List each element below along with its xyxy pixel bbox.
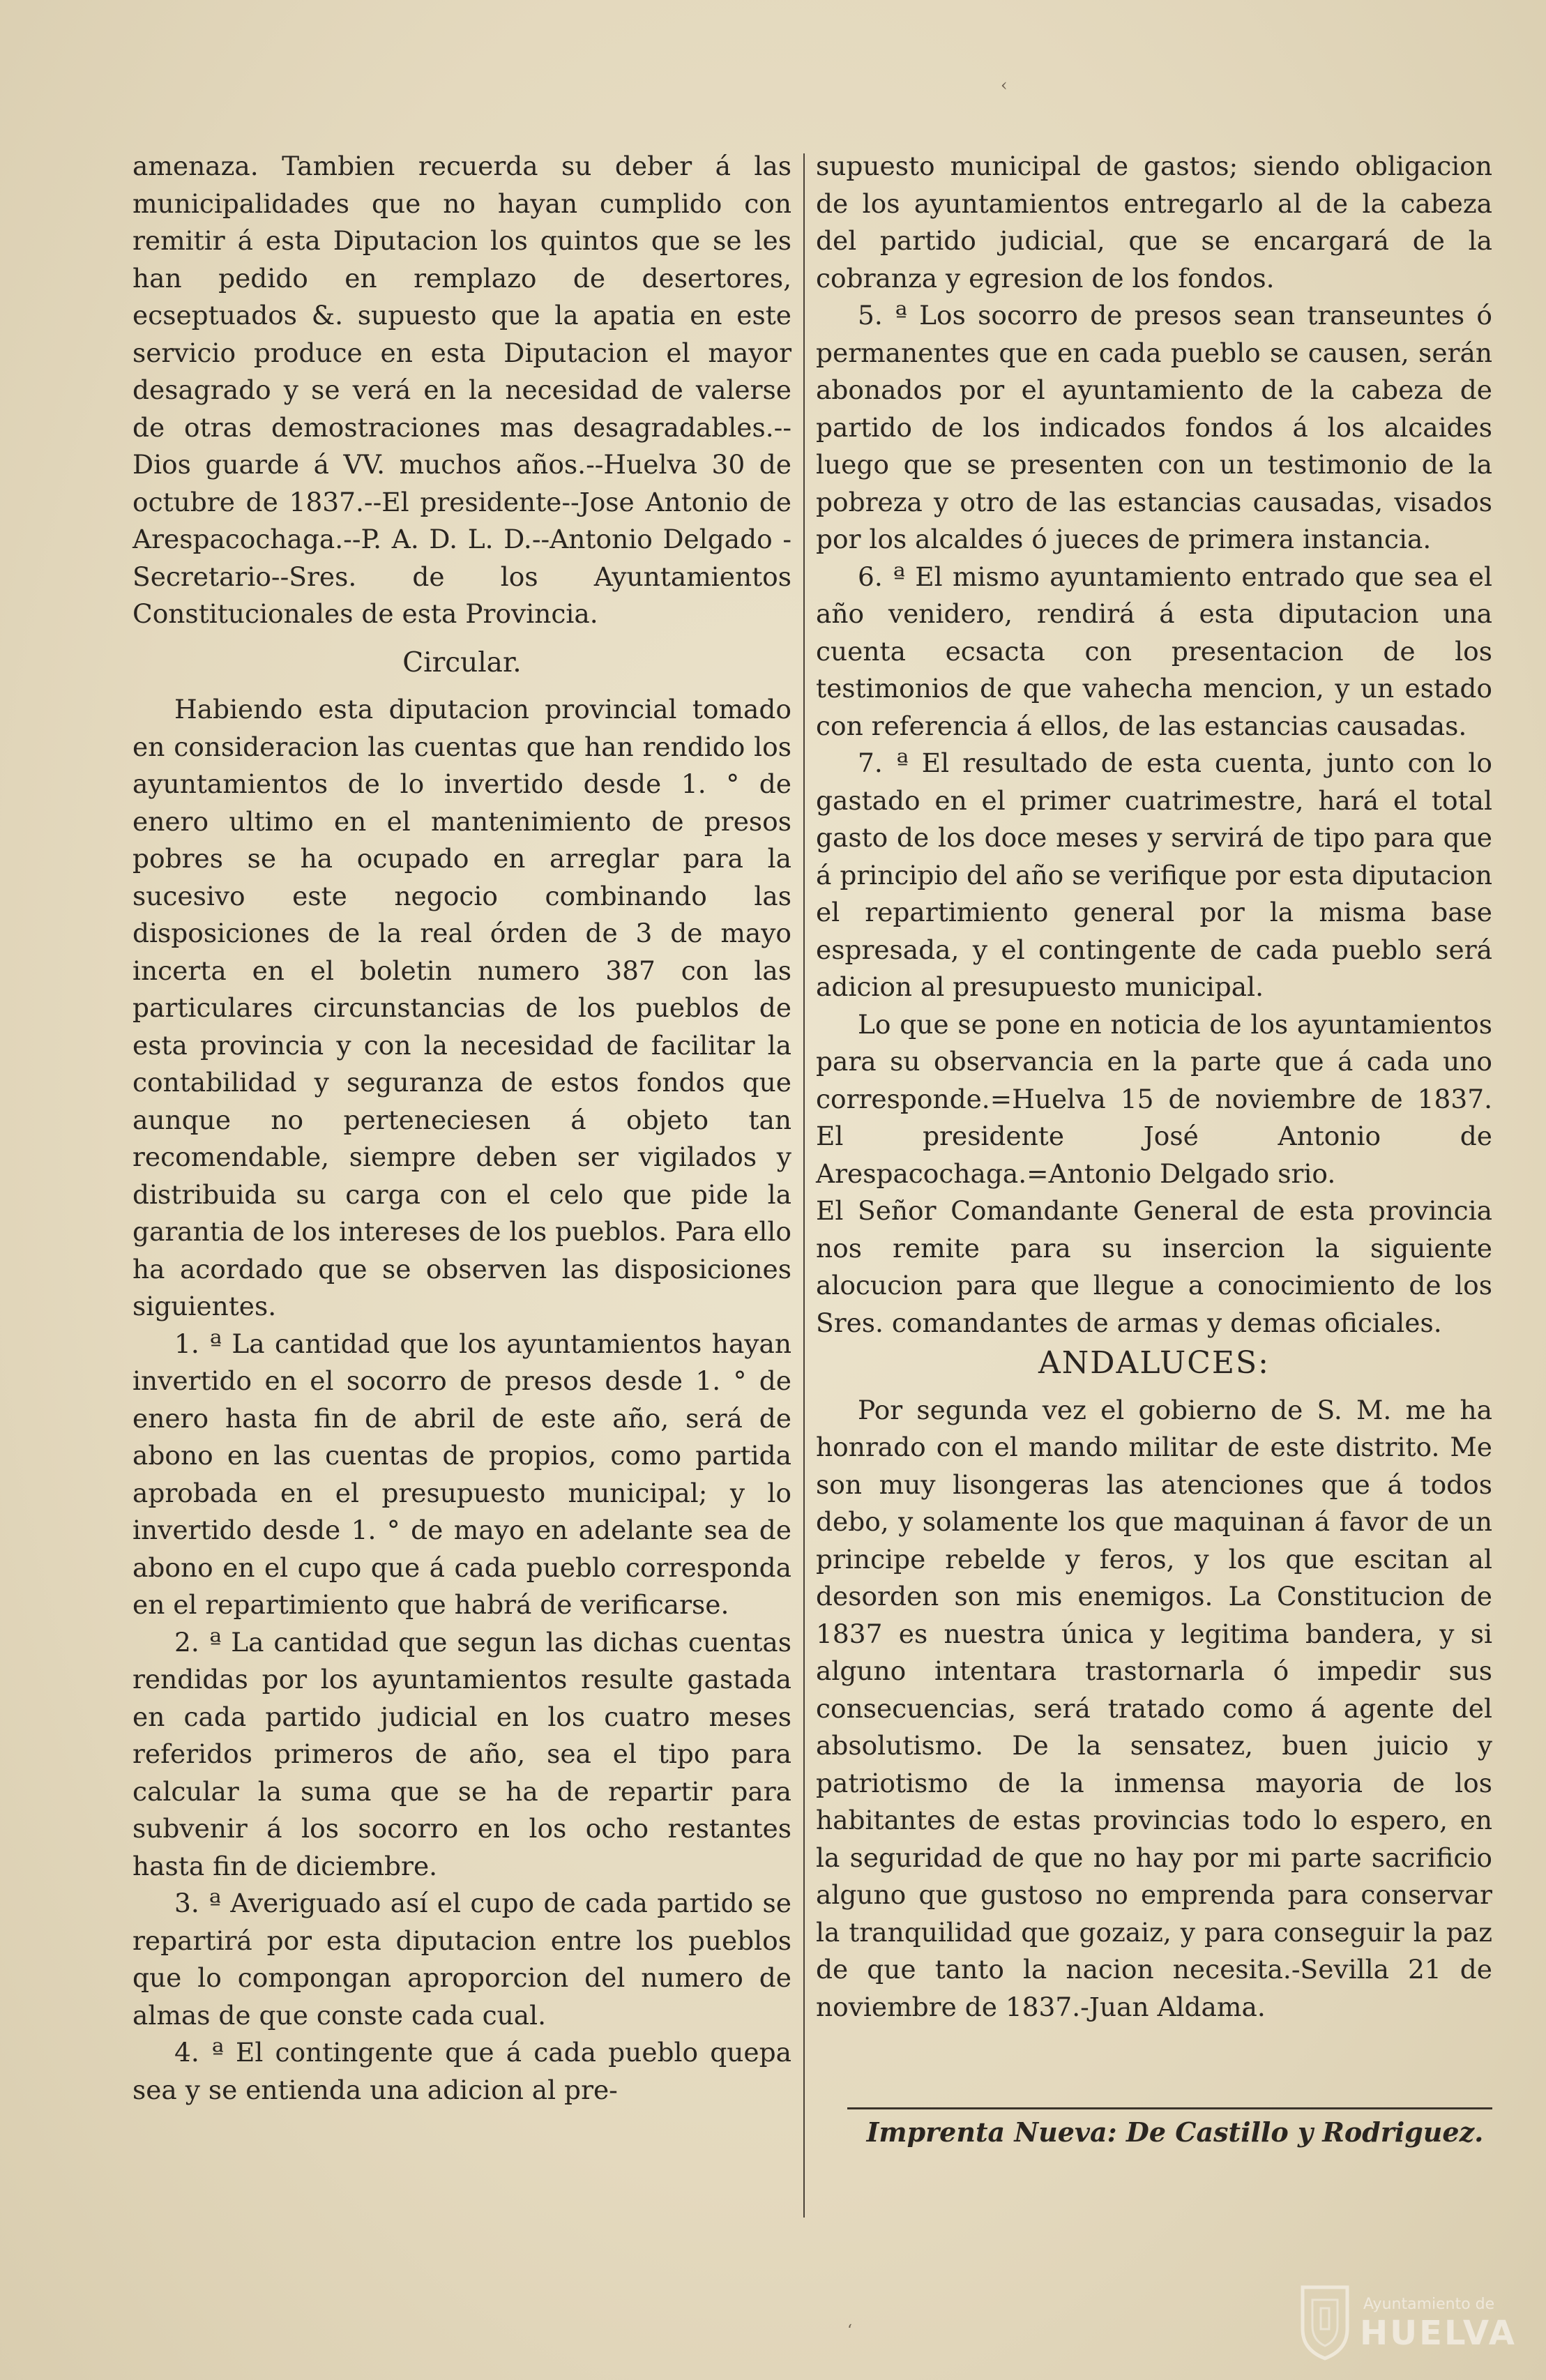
paragraph-notice: Lo que se pone en noticia de los ayuntamientos para su observancia en la parte que á cada uno corresponde.=Huelva 15 de noviembre de 1837. El presidente José Antonio de Arespacochaga.=Antonio Delgado srio. xyxy=(816,1008,1492,1189)
circular-heading: Circular. xyxy=(402,646,522,679)
paragraph-article-4-cont: supuesto municipal de gastos; siendo obligacion de los ayuntamientos entregarlo al de la cabeza del partido judicial, que se encargará de la cobranza y egresion de los fondos. xyxy=(816,151,1492,294)
paragraph-article-3: 3. ª Averiguado así el cupo de cada partido se repartirá por esta diputacion entre los pueblos que lo compongan aproporcion del numero de almas de que conste cada cual. xyxy=(132,1888,791,2031)
watermark-label: Ayuntamiento de xyxy=(1363,2296,1495,2313)
paragraph-article-4: 4. ª El contingente que á cada pueblo quepa sea y se entienda una adicion al pre- xyxy=(132,2037,791,2105)
paragraph-article-1: 1. ª La cantidad que los ayuntamientos hayan invertido en el socorro de presos desde 1. ° de enero hasta fin de abril de este año, será de abono en las cuentas de propios, como partida aprobada en el presupuesto municipal; y lo invertido desde 1. ° de mayo en adelante sea de abono en el cupo que á cada pueblo corresponda en el repartimiento que habrá de verificarse. xyxy=(132,1328,791,1620)
page-mark-bottom: ‘ xyxy=(847,2322,852,2340)
paragraph-proclamation: Por segunda vez el gobierno de S. M. me ha honrado con el mando militar de este distrito. Me son muy lisongeras las atenciones que á todos debo, y solamente los que maquinan á favor de un principe rebelde y feros, y los que escitan al desorden son mis enemigos. La Constitucion de 1837 es nuestra única y legitima bandera, y si alguno intentara trastornarla ó impedir sus consecuencias, será tratado como á agente del absolutismo. De la sensatez, buen juicio y patriotismo de la inmensa mayoria de los habitantes de estas provincias todo lo espero, en la seguridad de que no hay por mi parte sacrificio alguno que gustoso no emprenda para conservar la tranquilidad que gozaiz, y para conseguir la paz de que tanto la nacion necesita.-Sevilla 21 de noviembre de 1837.-Juan Aldama. xyxy=(816,1394,1492,2022)
paragraph-article-5: 5. ª Los socorro de presos sean transeuntes ó permanentes que en cada pueblo se causen, serán abonados por el ayuntamiento de la cabeza de partido de los indicados fondos á los alcaides luego que se presenten con un testimonio de la pobreza y otro de las estancias causadas, visados por los alcaldes ó jueces de primera instancia. xyxy=(816,300,1492,554)
paragraph-comandante: El Señor Comandante General de esta provincia nos remite para su insercion la siguiente alocucion para que llegue a conocimiento de los Sres. comandantes de armas y demas oficiales. xyxy=(816,1195,1492,1338)
right-column xyxy=(816,148,1492,2026)
paragraph-article-6: 6. ª El mismo ayuntamiento entrado que sea el año venidero, rendirá á esta diputacion una cuenta ecsacta con presentacion de los testimonios de que vahecha mencion, y un estado con referencia á ellos, de las estancias causadas. xyxy=(816,561,1492,741)
andaluces-heading: ANDALUCES: xyxy=(1038,1345,1270,1381)
page-mark-top: ‹ xyxy=(1001,75,1008,95)
crest-icon xyxy=(1297,2280,1353,2360)
paragraph-article-7: 7. ª El resultado de esta cuenta, junto con lo gastado en el primer cuatrimestre, hará el total gasto de los doce meses y servirá de tipo para que á principio del año se verifique por esta diputacion el repartimiento general por la misma base espresada, y el contingente de cada pueblo será adicion al presupuesto municipal. xyxy=(816,748,1492,1002)
left-column xyxy=(132,148,791,2109)
paragraph-amenaza: amenaza. Tambien recuerda su deber á las municipalidades que no hayan cumplido con remitir á esta Diputacion los quintos que se les han pedido en remplazo de desertores, ecseptuados &. supuesto que la apatia en este servicio produce en esta Diputacion el mayor desagrado y se verá en la necesidad de valerse de otras demostraciones mas desagradables.--Dios guarde á VV. muchos años.--Huelva 30 de octubre de 1837.--El presidente--Jose Antonio de Arespacochaga.--P. A. D. L. D.--Antonio Delgado -Secretario--Sres. de los Ayuntamientos Constitucionales de esta Provincia. xyxy=(132,151,791,629)
watermark-word: HUELVA xyxy=(1360,2314,1517,2353)
paragraph-article-2: 2. ª La cantidad que segun las dichas cuentas rendidas por los ayuntamientos resulte gastada en cada partido judicial en los cuatro meses referidos primeros de año, sea el tipo para calcular la suma que se ha de repartir para subvenir á los socorro en los ocho restantes hasta fin de diciembre. xyxy=(132,1626,791,1881)
imprint-line: Imprenta Nueva: De Castillo y Rodriguez. xyxy=(866,2116,1484,2148)
footer-rule xyxy=(847,2107,1492,2109)
column-divider xyxy=(803,153,805,2218)
paragraph-circular-intro: Habiendo esta diputacion provincial tomado en consideracion las cuentas que han rendido los ayuntamientos de lo invertido desde 1. ° de enero ultimo en el mantenimiento de presos pobres se ha ocupado en arreglar para la sucesivo este negocio combinando las disposiciones de la real órden de 3 de mayo incerta en el boletin numero 387 con las particulares circunstancias de los pueblos de esta provincia y con la necesidad de facilitar la contabilidad y seguranza de estos fondos que aunque no perteneciesen á objeto tan recomendable, siempre deben ser vigilados y distribuida su carga con el celo que pide la garantia de los intereses de los pueblos. Para ello ha acordado que se observen las disposiciones siguientes. xyxy=(132,694,791,1321)
huelva-watermark xyxy=(1297,2280,1517,2364)
